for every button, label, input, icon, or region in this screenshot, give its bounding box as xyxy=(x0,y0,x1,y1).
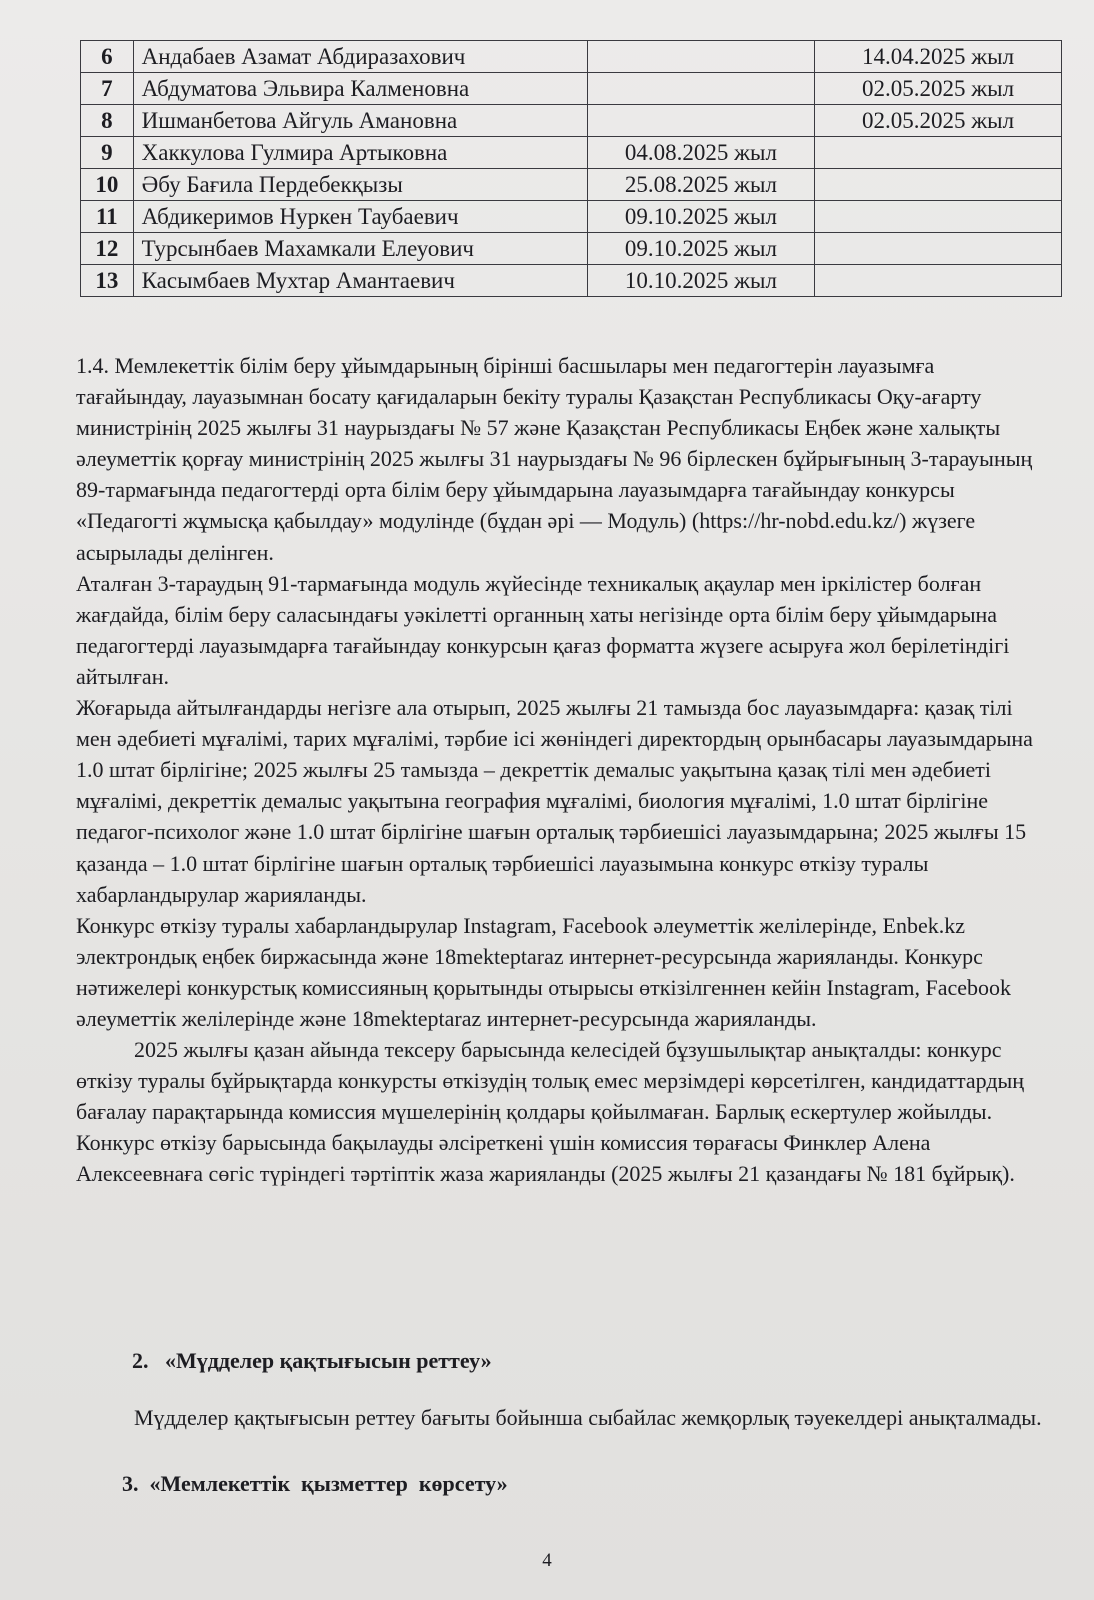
row-number: 7 xyxy=(81,73,134,105)
paragraph: Аталған 3-тараудың 91-тармағында модуль жүйесінде техникалық ақаулар мен іркілістер болған жағдайда, білім беру саласындағы уәкілетті органның хаты негізінде орта білім беру ұйымдарына педагогтерді лауазымдарға тағайындау конкурсын қағаз форматта жүзеге асыруға жол берілетіндігі айтылған. xyxy=(76,570,1010,689)
paragraph: 1.4. Мемлекеттік білім беру ұйымдарының бірінші басшылары мен педагогтерін лауазымға тағайындау, лауазымнан босату қағидаларын бекіту туралы Қазақстан Республикасы Оқу-ағарту министрінің 2025 жылғы 31 наурыздағы № 57 және Қазақстан Республикасы Еңбек және халықты әлеуметтік қорғау министрінің 2025 жылғы 31 наурыздағы № 96 бірлескен бұйрығының 3-тарауының 89-тармағында педагогтерді орта білім беру ұйымдарына лауазымдарға тағайындау конкурсы «Педагогті жұмысқа қабылдау» модулінде (бұдан әрі — Модуль) (https://hr-nobd.edu.kz/) жүзеге асырылады делінген. xyxy=(76,353,1033,565)
row-number: 8 xyxy=(81,105,134,137)
date-column-2 xyxy=(815,201,1062,233)
date-column-2 xyxy=(815,233,1062,265)
paragraph: Жоғарыда айтылғандарды негізге ала отырып, 2025 жылғы 21 тамызда бос лауазымдарға: қазақ тілі мен әдебиеті мұғалімі, тарих мұғалімі, тәрбие ісі жөніндегі директордың орынбасары лауазымдарына 1.0 штат бірлігіне; 2025 жылғы 25 тамызда – декреттік демалыс уақытына қазақ тілі мен әдебиеті мұғалімі, декреттік демалыс уақытына география мұғалімі, биология мұғалімі, 1.0 штат бірлігіне педагог-психолог және 1.0 штат бірлігіне шағын орталық тәрбиешісі лауазымдарына; 2025 жылғы 15 қазанда – 1.0 штат бірлігіне шағын орталық тәрбиешісі лауазымына конкурс өткізу туралы хабарландырулар жарияланды. xyxy=(76,695,1033,907)
date-column-1: 04.08.2025 жыл xyxy=(587,137,814,169)
date-column-1: 25.08.2025 жыл xyxy=(587,169,814,201)
row-number: 11 xyxy=(81,201,134,233)
table-row xyxy=(81,265,1062,297)
row-number: 12 xyxy=(81,233,134,265)
employee-name: Касымбаев Мухтар Амантаевич xyxy=(133,265,587,297)
date-column-1 xyxy=(587,41,814,73)
date-column-2 xyxy=(815,137,1062,169)
date-column-1 xyxy=(587,73,814,105)
date-column-1 xyxy=(587,105,814,137)
table-row xyxy=(81,105,1062,137)
employee-name: Абдуматова Эльвира Калменовна xyxy=(133,73,587,105)
date-column-2: 02.05.2025 жыл xyxy=(815,73,1062,105)
table-row xyxy=(81,201,1062,233)
staff-table xyxy=(80,40,1062,297)
row-number: 10 xyxy=(81,169,134,201)
employee-name: Андабаев Азамат Абдиразахович xyxy=(133,41,587,73)
date-column-1: 09.10.2025 жыл xyxy=(587,201,814,233)
employee-name: Хаккулова Гулмира Артыковна xyxy=(133,137,587,169)
date-column-2: 14.04.2025 жыл xyxy=(815,41,1062,73)
section-2-heading: 2. «Мүдделер қақтығысын реттеу» xyxy=(132,1348,492,1373)
date-column-1: 09.10.2025 жыл xyxy=(587,233,814,265)
row-number: 9 xyxy=(81,137,134,169)
date-column-2: 02.05.2025 жыл xyxy=(815,105,1062,137)
paragraph: 2025 жылғы қазан айында тексеру барысында келесідей бұзушылықтар анықталды: конкурс өткізу туралы бұйрықтарда конкурсты өткізудің толық емес мерзімдері көрсетілген, кандидаттардың бағалау парақтарында комиссия мүшелерінің қолдары қойылмаған. Барлық ескертулер жойылды. Конкурс өткізу барысында бақылауды әлсіреткені үшін комиссия төрағасы Финклер Алена Алексеевнаға сөгіс түріндегі тәртіптік жаза жарияланды (2025 жылғы 21 қазандағы № 181 бұйрық). xyxy=(76,1037,1025,1187)
table-row xyxy=(81,73,1062,105)
table-row xyxy=(81,233,1062,265)
section-3-heading: 3. «Мемлекеттік қызметтер көрсету» xyxy=(122,1471,508,1496)
page-number: 4 xyxy=(542,1550,552,1571)
table-row xyxy=(81,169,1062,201)
table-row xyxy=(81,41,1062,73)
section-2-text: Мүдделер қақтығысын реттеу бағыты бойынша сыбайлас жемқорлық тәуекелдері анықталмады. xyxy=(134,1405,1042,1430)
employee-name: Абдикеримов Нуркен Таубаевич xyxy=(133,201,587,233)
date-column-1: 10.10.2025 жыл xyxy=(587,265,814,297)
date-column-2 xyxy=(815,265,1062,297)
table-row xyxy=(81,137,1062,169)
section-1-4-text xyxy=(76,350,1044,1190)
employee-name: Әбу Бағила Пердебекқызы xyxy=(133,169,587,201)
date-column-2 xyxy=(815,169,1062,201)
employee-name: Ишманбетова Айгуль Амановна xyxy=(133,105,587,137)
employee-name: Турсынбаев Махамкали Елеуович xyxy=(133,233,587,265)
row-number: 13 xyxy=(81,265,134,297)
paragraph: Конкурс өткізу туралы хабарландырулар Instagram, Facebook әлеуметтік желілерінде, Enbek.kz электрондық еңбек биржасында және 18mekteptaraz интернет-ресурсында жарияланды. Конкурс нәтижелері конкурстық комиссияның қорытынды отырысы өткізілгеннен кейін Instagram, Facebook әлеуметтік желілерінде және 18mekteptaraz интернет-ресурсында жарияланды. xyxy=(76,912,1012,1031)
row-number: 6 xyxy=(81,41,134,73)
staff-table-body xyxy=(81,41,1062,297)
